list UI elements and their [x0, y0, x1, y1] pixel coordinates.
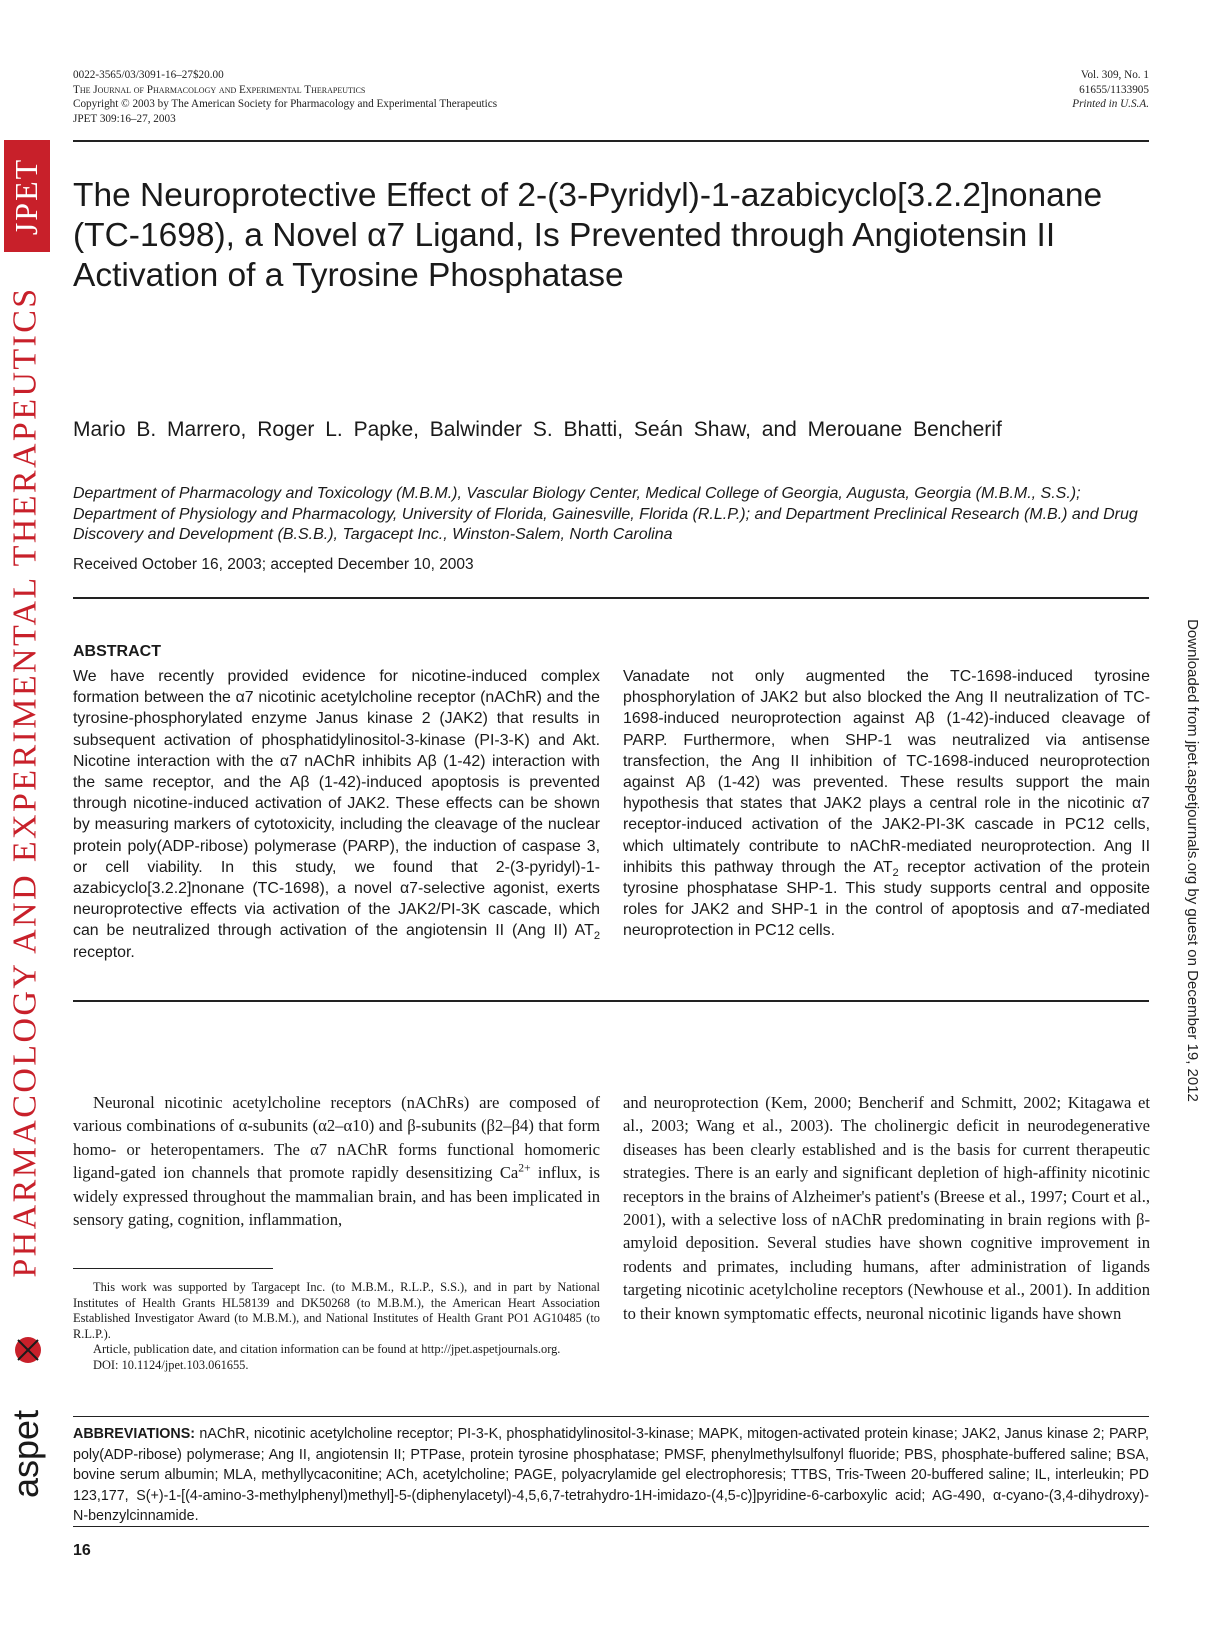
journal-name-vertical: [0, 262, 52, 1302]
abstract-top-rule: [73, 597, 1149, 599]
footnotes: [73, 1280, 600, 1374]
aspet-logo: [4, 1330, 50, 1500]
header-left: [73, 68, 497, 126]
body-paragraph-continued: and neuroprotection (Kem, 2000; Bencherif and Schmitt, 2002; Kitagawa et al., 2003; Wang et al., 2003). The cholinergic deficit in neurodegenerative diseases has been clearly established and is the basis for current therapeutic strategies. There is an early and significant depletion of high-affinity nicotinic receptors in the brains of Alzheimer's patient's (Breese et al., 1997; Court et al., 2001), with a selective loss of nAChR predominating in brain regions with β-amyloid deposition. Several studies have shown cognitive improvement in rodents and primates, including humans, after administration of ligands targeting nicotinic acetylcholine receptors (Newhouse et al., 2001). In addition to their known symptomatic effects, neuronal nicotinic ligands have shown: [623, 1093, 1150, 1323]
body-paragraph: [73, 1091, 600, 1231]
header-line-journal: The Journal of Pharmacology and Experimental Therapeutics: [73, 83, 366, 96]
header-rule: [73, 140, 1149, 142]
footnote-doi: DOI: 10.1124/jpet.103.061655.: [93, 1357, 249, 1372]
header-line-issn: 0022-3565/03/3091-16–27$20.00: [73, 69, 224, 81]
footnote-rule: [73, 1268, 273, 1269]
abbreviations-text: nAChR, nicotinic acetylcholine receptor; PI-3-K, phosphatidylinositol-3-kinase; MAPK, mitogen-activated protein kinase; JAK2, Janus kinase 2; PARP, poly(ADP-ribose) polymerase; Ang II, angiotensin II; PTPase, protein tyrosine phosphatase; PMSF, phenylmethylsulfonyl fluoride; PBS, phosphate-buffered saline; BSA, bovine serum albumin; MLA, methyllycaconitine; ACh, acetylcholine; PAGE, polyacrylamide gel electrophoresis; TTBS, Tris-Tween 20-buffered saline; IL, interleukin; PD 123,177, S(+)-1-[(4-amino-3-methylphenyl)methyl]-5-(diphenylacetyl)-4,5,6,7-tetrahydro-1H-imidazo-(4,5-c)]pyridine-6-carboxylic acid; AG-490, α-cyano-(3,4-dihydroxy)-N-benzylcinnamide.: [73, 1426, 1149, 1524]
abstract-heading: ABSTRACT: [73, 643, 161, 660]
header-line-citation: JPET 309:16–27, 2003: [73, 112, 176, 125]
affiliations: Department of Pharmacology and Toxicology (M.B.M.), Vascular Biology Center, Medical College of Georgia, Augusta, Georgia (M.B.M., S.S.); Department of Physiology and Pharmacology, University of Florida, Gainesville, Florida (R.L.P.); and Department Preclinical Research (M.B.) and Drug Discovery and Development (B.S.B.), Targacept Inc., Winston-Salem, North Carolina: [73, 485, 1138, 543]
body-left-text: Neuronal nicotinic acetylcholine receptors (nAChRs) are composed of various combinations of α-subunits (α2–α10) and β-subunits (β2–β4) that form homo- or heteropentamers. The α7 nAChR forms functional homomeric ligand-gated ion channels that promote rapidly desensitizing Ca: [73, 1093, 600, 1183]
abbreviations-bottom-rule: [73, 1526, 1149, 1527]
abbreviations-top-rule: [73, 1416, 1149, 1417]
abstract-left-text: We have recently provided evidence for nicotine-induced complex formation between the α7 nicotinic acetylcholine receptor (nAChR) and the tyrosine-phosphorylated enzyme Janus kinase 2 (JAK2) that results in subsequent activation of phosphatidylinositol-3-kinase (PI-3-K) and Akt. Nicotine interaction with the α7 nAChR inhibits Aβ (1-42) interaction with the same receptor, and the Aβ (1-42)-induced apoptosis is prevented through nicotine-induced activation of JAK2. These effects can be shown by measuring markers of cytotoxicity, including the cleavage of the nuclear protein poly(ADP-ribose) polymerase (PARP), the induction of caspase 3, or cell viability. In this study, we found that 2-(3-pyridyl)-1-azabicyclo[3.2.2]nonane (TC-1698), a novel α7-selective agonist, exerts neuroprotective effects via activation of the JAK2/PI-3K cascade, which can be neutralized through activation of the angiotensin II (Ang II) AT: [73, 668, 600, 940]
jpet-label: JPET: [8, 157, 45, 235]
received-date: Received October 16, 2003; accepted December 10, 2003: [73, 556, 474, 573]
body-left-tail: influx, is widely expressed throughout the mammalian brain, and has been implicated in sensory gating, cognition, inflammation,: [73, 1163, 600, 1230]
footnote-article-info: Article, publication date, and citation information can be found at http://jpet.aspetjournals.org.: [93, 1342, 561, 1357]
abstract-right-text: Vanadate not only augmented the TC-1698-induced tyrosine phosphorylation of JAK2 but also blocked the Ang II neutralization of TC-1698-induced neuroprotection against Aβ (1-42)-induced cleavage of PARP. Furthermore, when SHP-1 was neutralized via antisense transfection, the Ang II inhibition of TC-1698-induced neuroprotection against Aβ (1-42) was prevented. These results support the main hypothesis that states that JAK2 plays a central role in the nicotinic α7 receptor-induced activation of the JAK2-PI-3K cascade in PC12 cells, which ultimately contribute to nAChR-mediated neuroprotection. Ang II inhibits this pathway through the AT: [623, 668, 1150, 876]
header-line-printed: Printed in U.S.A.: [1072, 98, 1149, 110]
header-line-copyright: Copyright © 2003 by The American Society for Pharmacology and Experimental Therapeutics: [73, 98, 498, 110]
aspet-logo-text: aspet: [5, 1409, 46, 1498]
abstract-right-column: [623, 666, 1150, 942]
body-left-column: [73, 1091, 600, 1231]
abstract-left-sub: 2: [593, 930, 600, 943]
abstract-right-sub: 2: [892, 867, 899, 879]
aspet-logo-icon: [4, 1330, 50, 1500]
abbreviations-label: ABBREVIATIONS:: [73, 1426, 196, 1442]
abstract-left-column: [73, 666, 600, 963]
body-right-column: [623, 1091, 1150, 1325]
page-number: 16: [73, 1542, 91, 1559]
body-left-sup: 2+: [518, 1161, 531, 1175]
header-line-volume: Vol. 309, No. 1: [1080, 69, 1149, 81]
download-note: [1172, 545, 1212, 1175]
authors: Mario B. Marrero, Roger L. Papke, Balwinder S. Bhatti, Seán Shaw, and Merouane Bencherif: [73, 418, 1002, 441]
abstract-bottom-rule: [73, 1000, 1149, 1002]
header-line-id: 61655/1133905: [1079, 83, 1149, 96]
jpet-band: [4, 140, 50, 252]
footnote-funding: This work was supported by Targacept Inc. (to M.B.M., R.L.P., S.S.), and in part by National Institutes of Health Grants HL58139 and DK50268 (to M.B.M.), the American Heart Association Established Investigator Award (to M.B.M.), and National Institutes of Health Grant PO1 AG10485 (to R.L.P.).: [73, 1280, 600, 1341]
journal-name-text: PHARMACOLOGY AND EXPERIMENTAL THERAPEUTICS: [7, 286, 44, 1278]
download-note-text: Downloaded from jpet.aspetjournals.org by guest on December 19, 2012: [1183, 618, 1201, 1102]
abstract-right-tail: receptor activation of the protein tyrosine phosphatase SHP-1. This study supports central and opposite roles for JAK2 and SHP-1 in the control of apoptosis and α7-mediated neuroprotection in PC12 cells.: [623, 858, 1150, 940]
abstract-left-tail: receptor.: [73, 943, 135, 961]
article-title: The Neuroprotective Effect of 2-(3-Pyridyl)-1-azabicyclo[3.2.2]nonane (TC-1698), a Novel α7 Ligand, Is Prevented through Angiotensin II Activation of a Tyrosine Phosphatase: [73, 177, 1103, 294]
abbreviations: [73, 1424, 1149, 1527]
header-right: [929, 68, 1149, 112]
